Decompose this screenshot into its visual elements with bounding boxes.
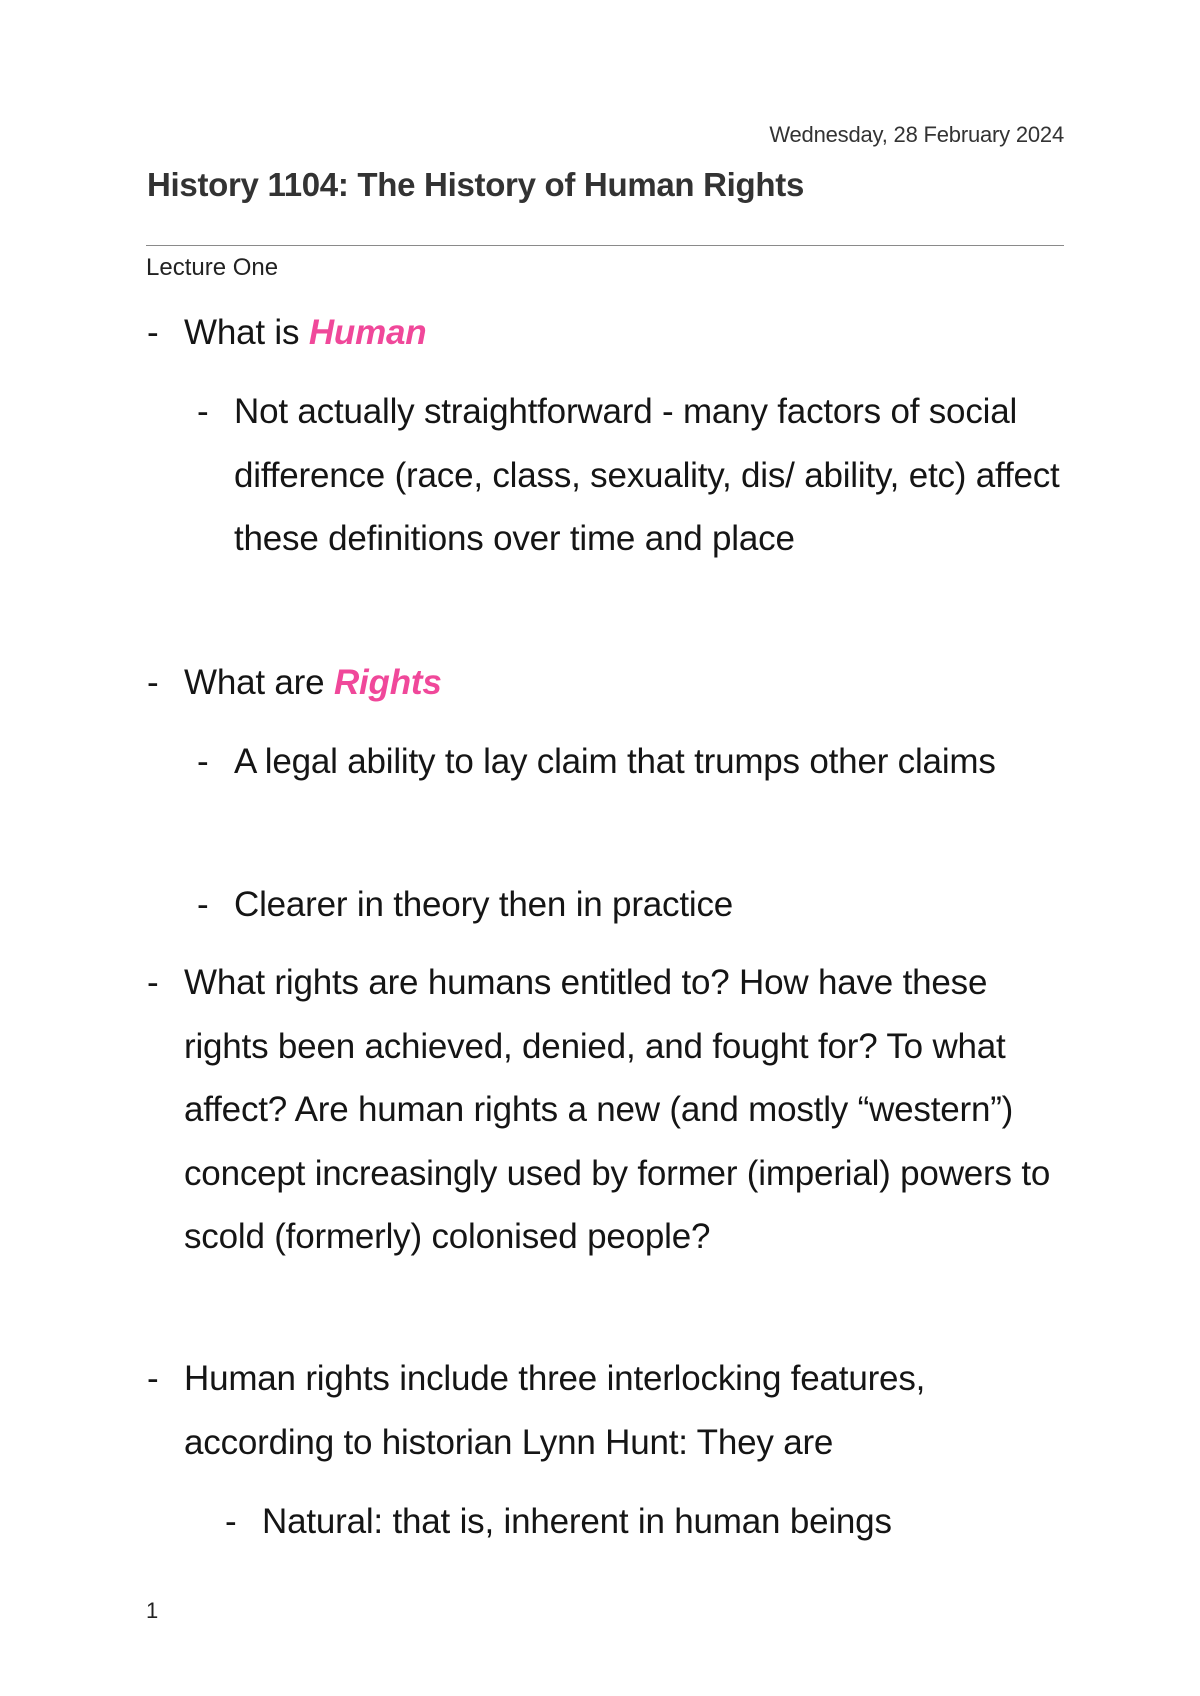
bullet-text: What rights are humans entitled to? How have these rights been achieved, denied, and fought for? To what affect? Are human rights a new (and mostly “western”) concept increasingly used by former (imperial) powers to scold (formerly) colonised people?	[184, 963, 1051, 1256]
bullet-dash: -	[147, 1359, 159, 1398]
bullet-lynn-hunt	[147, 1347, 1064, 1474]
bullet-text: A legal ability to lay claim that trumps other claims	[234, 742, 996, 781]
bullet-what-is-human	[147, 301, 1064, 365]
page-number: 1	[146, 1598, 159, 1623]
bullet-dash: -	[147, 663, 159, 702]
bullet-dash: -	[197, 742, 209, 781]
bullet-dash: -	[197, 392, 209, 431]
bullet-rights-questions	[147, 951, 1064, 1269]
keyword-human: Human	[308, 313, 427, 352]
bullet-prefix: What are	[184, 663, 334, 702]
sub-bullet-legal-ability	[197, 730, 1064, 794]
page-title: History 1104: The History of Human Rights	[147, 166, 804, 203]
bullet-dash: -	[225, 1502, 237, 1541]
bullet-dash: -	[147, 963, 159, 1002]
title-divider	[146, 245, 1064, 246]
bullet-prefix: What is	[184, 313, 309, 352]
date-header: Wednesday, 28 February 2024	[769, 122, 1064, 147]
bullet-text: Not actually straightforward - many factors of social difference (race, class, sexuality, dis/ ability, etc) affect these definitions over time and place	[234, 392, 1060, 558]
sub-bullet-theory-practice	[197, 873, 1064, 937]
bullet-text: Human rights include three interlocking features, according to historian Lynn Hunt: They are	[184, 1359, 926, 1462]
sub-bullet-natural	[225, 1490, 1062, 1554]
bullet-text: Natural: that is, inherent in human beings	[262, 1502, 892, 1541]
keyword-rights: Rights	[333, 663, 442, 702]
sub-bullet-human-definition	[197, 380, 1064, 571]
bullet-dash: -	[147, 313, 159, 352]
bullet-text: Clearer in theory then in practice	[234, 885, 734, 924]
section-subtitle: Lecture One	[146, 254, 279, 281]
bullet-dash: -	[197, 885, 209, 924]
bullet-what-are-rights	[147, 651, 1064, 715]
